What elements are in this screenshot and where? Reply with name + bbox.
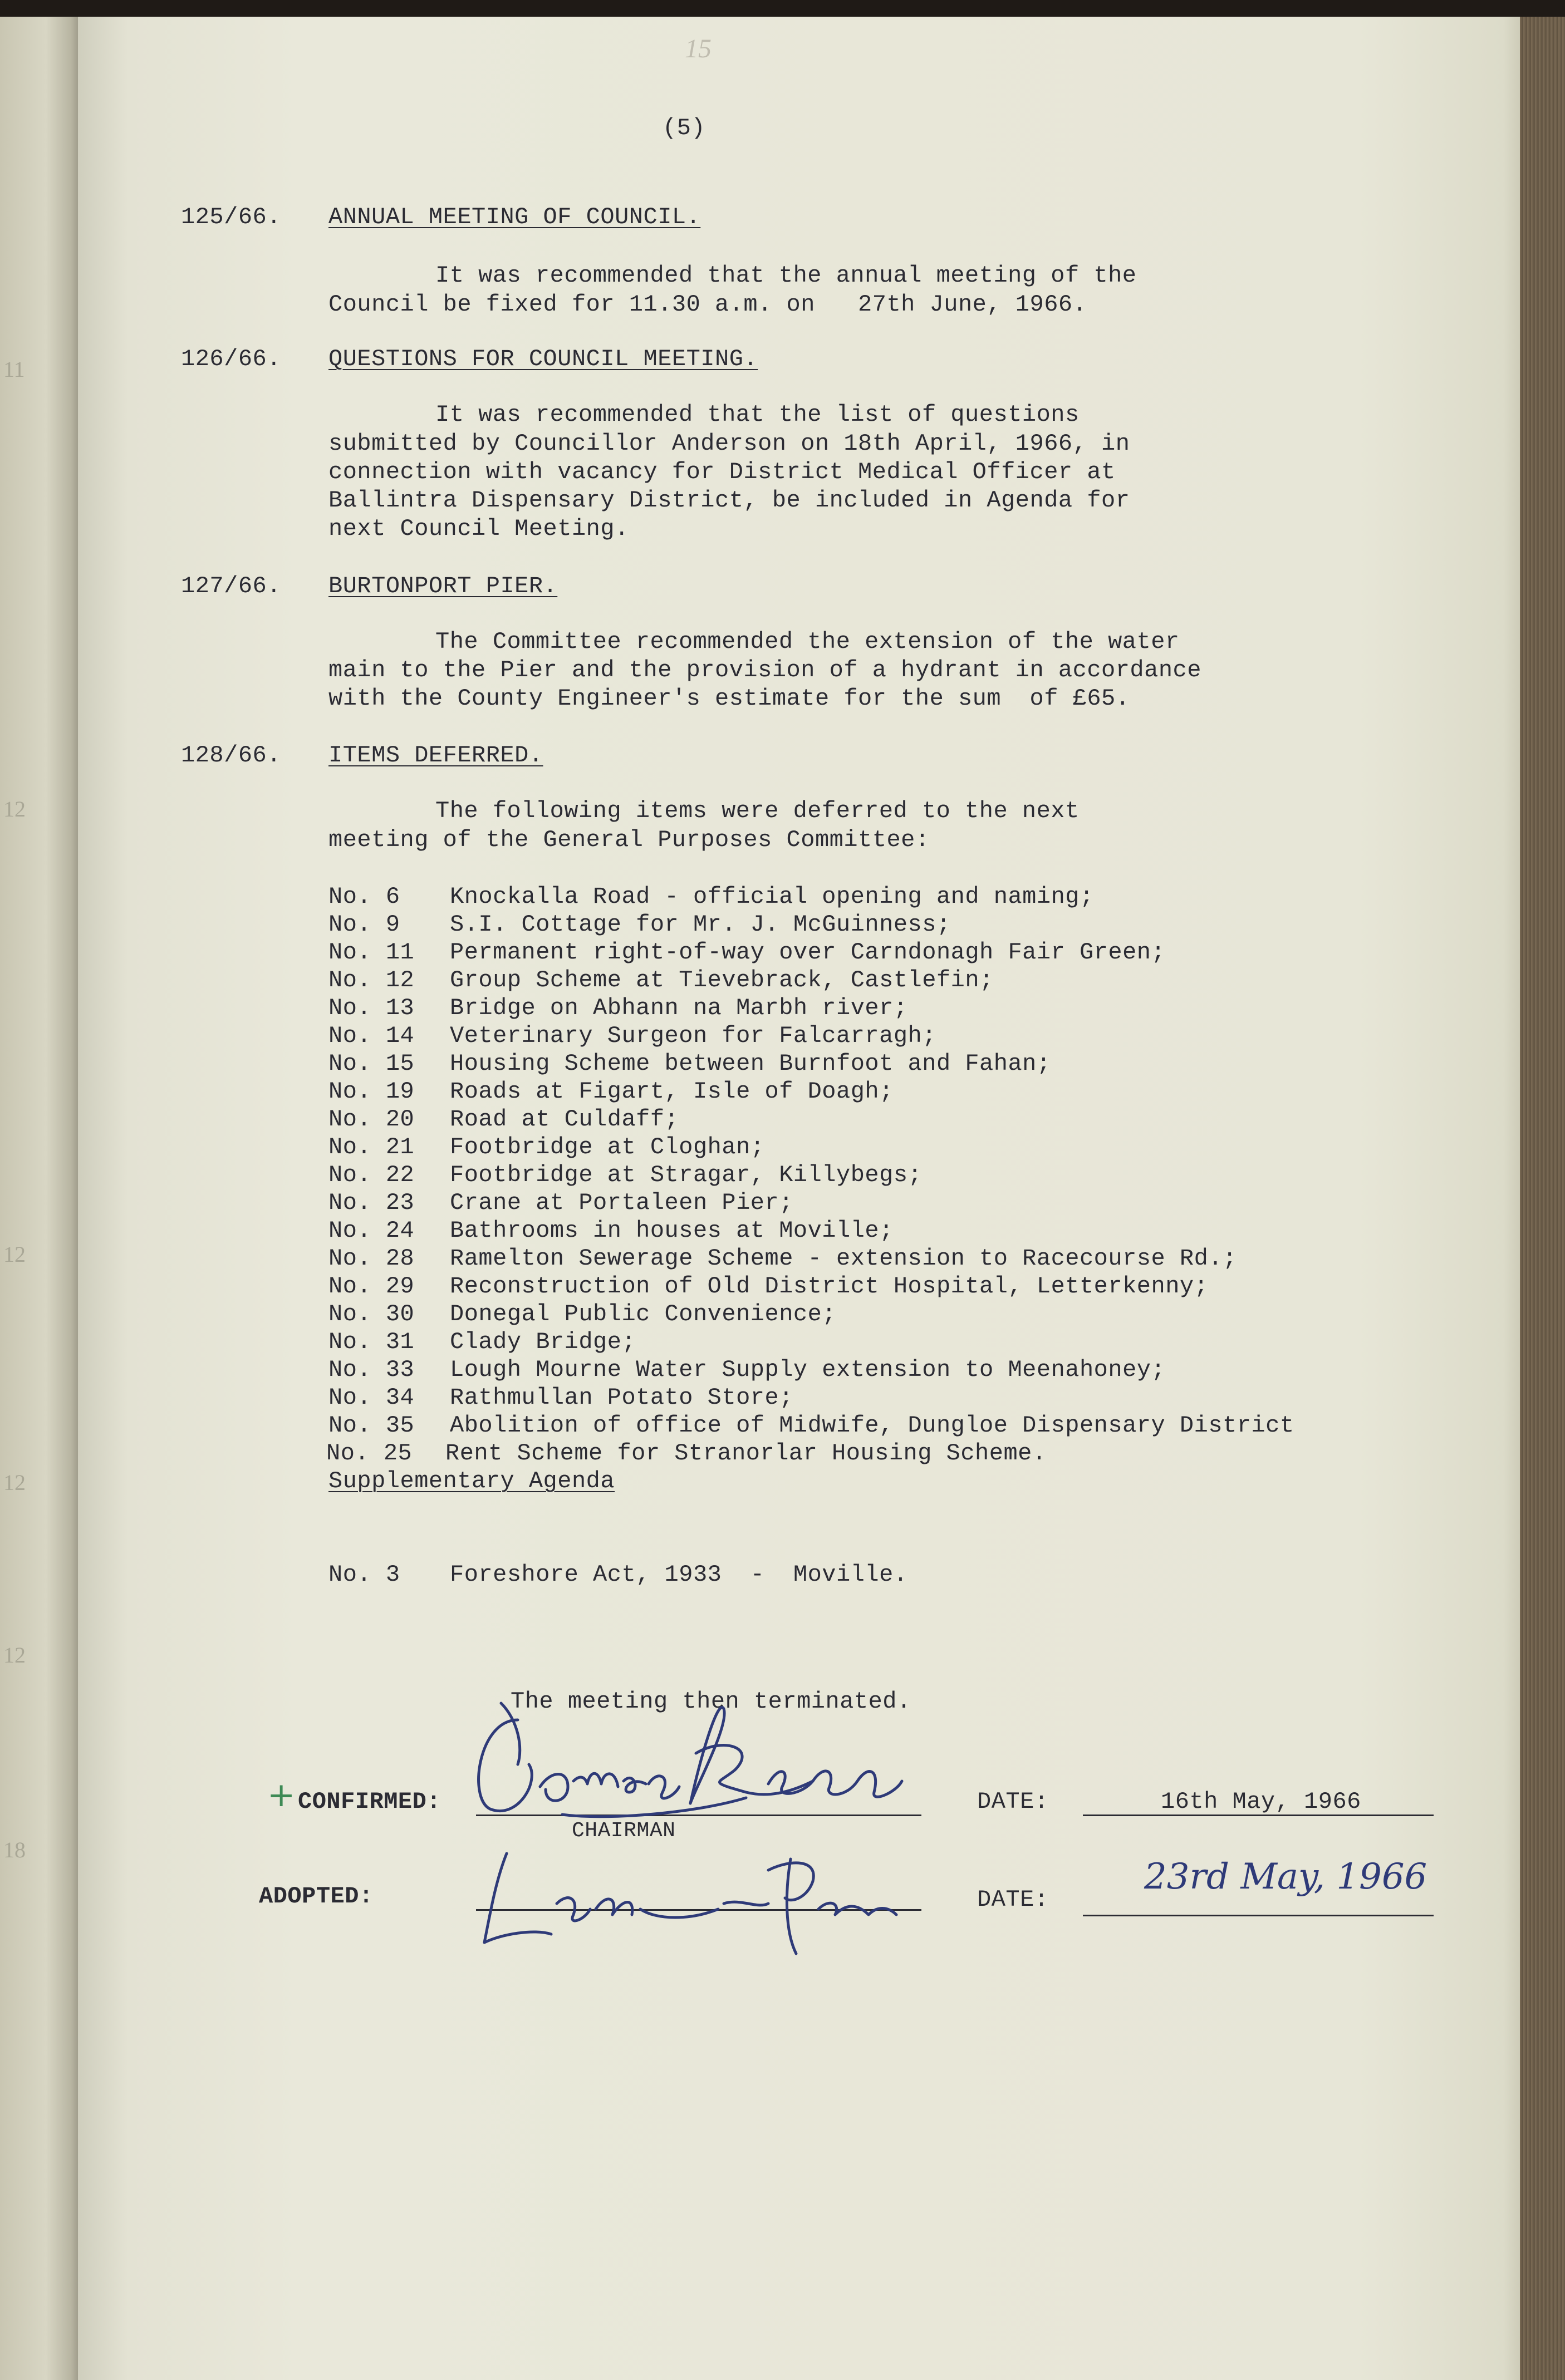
item-number: No. 9 (328, 911, 400, 938)
minute-text-line: The Committee recommended the extension of the water (435, 628, 1180, 655)
gutter-number: 18 (3, 1837, 26, 1862)
item-number: No. 29 (328, 1273, 415, 1300)
item-number: No. 15 (328, 1050, 415, 1077)
item-number: No. 14 (328, 1022, 415, 1049)
page-number: (5) (663, 115, 706, 141)
item-number: No. 6 (328, 883, 400, 910)
item-number: No. 21 (328, 1134, 415, 1161)
gutter-number: 11 (3, 357, 25, 382)
chairman-signature (457, 1686, 958, 1842)
green-tick-mark: + (267, 1776, 296, 1814)
minute-text-line: It was recommended that the list of questions (435, 401, 1080, 428)
minute-ref: 127/66. (181, 573, 281, 599)
item-number: No. 23 (328, 1189, 415, 1216)
date-label: DATE: (977, 1788, 1049, 1815)
date-line (1083, 1915, 1434, 1916)
item-number: No. 13 (328, 995, 415, 1021)
item-text: Group Scheme at Tievebrack, Castlefin; (450, 967, 994, 994)
item-text: Footbridge at Stragar, Killybegs; (450, 1162, 923, 1188)
item-number: No. 3 (328, 1561, 400, 1588)
gutter-number: 12 (3, 1242, 26, 1267)
minute-text-line: The following items were deferred to the next (435, 798, 1080, 824)
adopted-signature (457, 1837, 958, 1970)
adopted-label: ADOPTED: (259, 1883, 374, 1910)
page-edges (1520, 17, 1565, 2380)
gutter-number: 12 (3, 796, 26, 822)
item-text: Roads at Figart, Isle of Doagh; (450, 1078, 894, 1105)
item-text: Reconstruction of Old District Hospital, Letterkenny; (450, 1273, 1209, 1300)
confirmed-date: 16th May, 1966 (1161, 1788, 1361, 1815)
minute-ref: 128/66. (181, 742, 281, 769)
item-number: No. 12 (328, 967, 415, 994)
minute-text-line: next Council Meeting. (328, 515, 629, 542)
item-text: Footbridge at Cloghan; (450, 1134, 765, 1161)
minute-text-line: main to the Pier and the provision of a hydrant in accordance (328, 657, 1201, 683)
item-number: No. 35 (328, 1412, 415, 1439)
minute-text-line: Ballintra Dispensary District, be included in Agenda for (328, 487, 1130, 514)
item-text: Clady Bridge; (450, 1329, 636, 1355)
document-page (78, 17, 1525, 2380)
minute-heading: ITEMS DEFERRED. (328, 742, 543, 769)
left-page-edge (0, 17, 84, 2380)
item-number: No. 28 (328, 1245, 415, 1272)
item-text: Rent Scheme for Stranorlar Housing Scheme. (445, 1440, 1047, 1467)
item-text: Veterinary Surgeon for Falcarragh; (450, 1022, 936, 1049)
item-text: Permanent right-of-way over Carndonagh Fair Green; (450, 939, 1166, 966)
item-number: No. 34 (328, 1384, 415, 1411)
item-number: No. 31 (328, 1329, 415, 1355)
item-number: No. 33 (328, 1356, 415, 1383)
closing-statement: The meeting then terminated. (511, 1688, 911, 1715)
pencil-mark: 15 (685, 34, 712, 63)
item-text: S.I. Cottage for Mr. J. McGuinness; (450, 911, 951, 938)
item-text: Ramelton Sewerage Scheme - extension to Racecourse Rd.; (450, 1245, 1237, 1272)
minute-ref: 126/66. (181, 346, 281, 372)
item-text: Bathrooms in houses at Moville; (450, 1217, 894, 1244)
minute-text-line: meeting of the General Purposes Committee: (328, 827, 930, 853)
minute-text-line: Council be fixed for 11.30 a.m. on 27th June, 1966. (328, 291, 1087, 318)
minute-heading: QUESTIONS FOR COUNCIL MEETING. (328, 346, 758, 372)
item-text: Lough Mourne Water Supply extension to Meenahoney; (450, 1356, 1166, 1383)
item-number: No. 25 (326, 1440, 413, 1467)
minute-heading: BURTONPORT PIER. (328, 573, 558, 599)
minute-ref: 125/66. (181, 204, 281, 230)
book-top-edge (0, 0, 1565, 17)
supplementary-agenda-heading: Supplementary Agenda (328, 1468, 615, 1494)
item-number: No. 20 (328, 1106, 415, 1133)
date-label: DATE: (977, 1886, 1049, 1913)
minute-text-line: It was recommended that the annual meeting of the (435, 262, 1137, 289)
minute-heading: ANNUAL MEETING OF COUNCIL. (328, 204, 701, 230)
minute-text-line: submitted by Councillor Anderson on 18th April, 1966, in (328, 430, 1130, 457)
minute-text-line: with the County Engineer's estimate for the sum of £65. (328, 685, 1130, 712)
item-number: No. 24 (328, 1217, 415, 1244)
item-text: Road at Culdaff; (450, 1106, 679, 1133)
item-text: Abolition of office of Midwife, Dungloe Dispensary District (450, 1412, 1294, 1439)
item-text: Foreshore Act, 1933 - Moville. (450, 1561, 908, 1588)
item-text: Donegal Public Convenience; (450, 1301, 837, 1327)
minute-text-line: connection with vacancy for District Medical Officer at (328, 459, 1116, 485)
gutter-number: 12 (3, 1470, 26, 1495)
confirmed-label: CONFIRMED: (298, 1788, 441, 1815)
item-text: Rathmullan Potato Store; (450, 1384, 793, 1411)
item-number: No. 30 (328, 1301, 415, 1327)
item-text: Bridge on Abhann na Marbh river; (450, 995, 908, 1021)
date-line (1083, 1814, 1434, 1816)
gutter-number: 12 (3, 1643, 26, 1668)
item-number: No. 19 (328, 1078, 415, 1105)
item-text: Knockalla Road - official opening and naming; (450, 883, 1094, 910)
item-text: Housing Scheme between Burnfoot and Fahan; (450, 1050, 1051, 1077)
chairman-label: CHAIRMAN (572, 1819, 676, 1843)
handwritten-adopted-date: 23rd May, 1966 (1144, 1856, 1427, 1897)
item-number: No. 11 (328, 939, 415, 966)
item-number: No. 22 (328, 1162, 415, 1188)
item-text: Crane at Portaleen Pier; (450, 1189, 793, 1216)
